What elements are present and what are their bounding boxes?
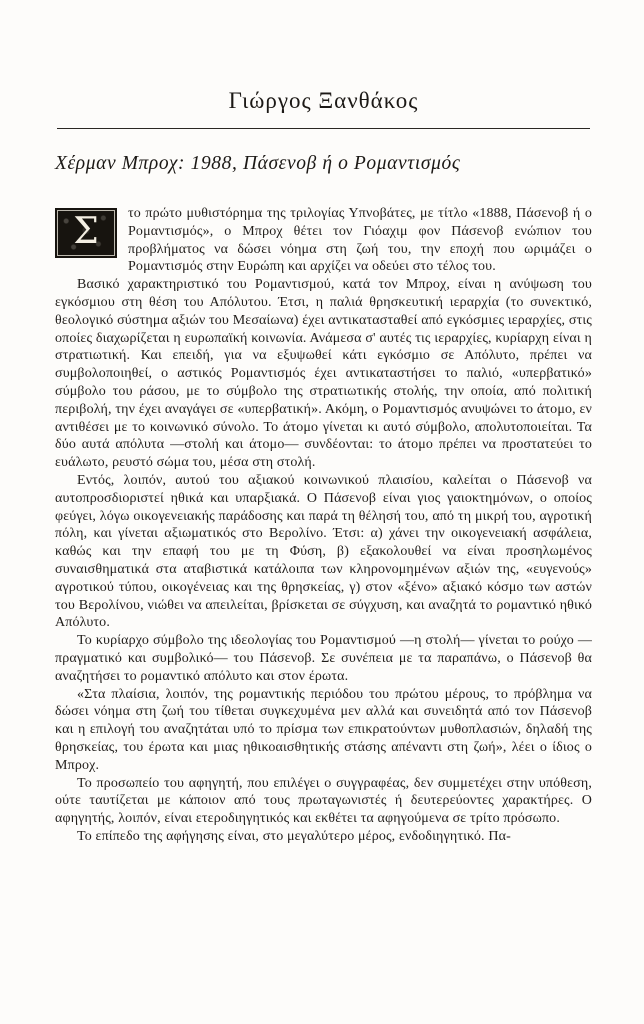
dropcap-initial: Σ xyxy=(55,208,117,258)
paragraph xyxy=(55,205,592,276)
paragraph-text: το πρώτο μυθιστόρημα της τριλογίας Υπνοβάτες, με τίτλο «1888, Πάσενοβ ή ο Ρομαντισμός», ο Μπροχ θέτει τον Γιόαχιμ φον Πάσενοβ ενώπιον του προβλήματος να δώσει νόημα στη ζωή του, την εποχή που ωριμάζει ο Ρομαντισμός στην Ευρώπη και αρχίζει να οδεύει στο τέλος του. xyxy=(128,206,592,275)
paragraph: Εντός, λοιπόν, αυτού του αξιακού κοινωνικού πλαισίου, καλείται ο Πάσενοβ να αυτοπροσδιοριστεί ηθικά και υπαρξιακά. Ο Πάσενοβ είναι γιος γαιοκτημόνων, ο οποίος φεύγει, λόγω οικογενειακής παράδοσης και παρά τη θέλησή του, από τη μικρή του, αγροτική πόλη, και γίνεται αξιωματικός στο Βερολίνο. Έτσι: α) χάνει την οικογενειακή ασφάλεια, καθώς και την επαφή του με τη Φύση, β) εξακολουθεί να είναι προσηλωμένος συναισθηματικά στα αταβιστικά κατάλοιπα των κληρονομημένων αξιών της, «ευγενούς» αγροτικού τύπου, οικογένειας και της θρησκείας, γ) στον «ξένο» αξιακό κόσμο των αστών του Βερολίνου, νιώθει να απειλείται, βρίσκεται σε σύγχυση, και αναζητά το ρομαντικό ηθικό Απόλυτο. xyxy=(55,472,592,631)
article-heading: Χέρμαν Μπροχ: 1988, Πάσενοβ ή ο Ρομαντισμός xyxy=(55,153,461,174)
paragraph: Το επίπεδο της αφήγησης είναι, στο μεγαλύτερο μέρος, ενδοδιηγητικό. Πα- xyxy=(77,828,511,844)
title-rule xyxy=(57,128,590,129)
paragraph: Βασικό χαρακτηριστικό του Ρομαντισμού, κατά τον Μπροχ, είναι η ανύψωση του εγκόσμιου στη θέση του Απόλυτου. Έτσι, η παλιά θρησκευτική ιεραρχία (το συνεκτικό, θεολογικό σύστημα αξιών του Μεσαίωνα) έχει αντικατασταθεί από εγκόσμιες ιεραρχίες, στις οποίες διαχωρίζεται η ευρωπαϊκή κοινωνία. Ανάμεσα σ' αυτές τις ιεραρχίες, κυρίαρχη είναι η στρατιωτική. Και επειδή, για να εξυψωθεί κάτι εγκόσμιο σε Απόλυτο, πρέπει να συμβολοποιηθεί, ο αστικός Ρομαντισμός έχει αντικαταστήσει το παλιό, «υπερβατικό» σύμβολο του ράσου, με το σύμβολο της στρατιωτικής στολής, την οποία, από πολιτική περιβολή, την έχει αναγάγει σε «υπερβατική». Ακόμη, ο Ρομαντισμός ανυψώνει το άτομο, εν αντιθέσει με το κοινωνικό σύνολο. Το άτομο γίνεται κι αυτό σύμβολο, απολυτοποιείται. Τα δύο αυτά απόλυτα —στολή και άτομο— συνδέονται: το άτομο πρέπει να προστατεύει το ευάλωτο, ρευστό σώμα του, μέσα στη στολή. xyxy=(55,277,592,471)
paragraph: Το προσωπείο του αφηγητή, που επιλέγει ο συγγραφέας, δεν συμμετέχει στην υπόθεση, ούτε ταυτίζεται με κάποιον από τους πρωταγωνιστές ή δευτερεύοντες χαρακτήρες. Ο αφηγητής, λοιπόν, είναι ετεροδιηγητικός και εκθέτει τα αφηγούμενα σε τρίτο πρόσωπο. xyxy=(55,775,592,827)
paragraph: «Στα πλαίσια, λοιπόν, της ρομαντικής περιόδου του πρώτου μέρους, το πρόβλημα να δώσει νόημα στη ζωή του τίθεται συγκεχυμένα μεν αλλά και συνειδητά από τον Πάσενοβ και η επιλογή του αναζητάται υπό το πρίσμα των επικρατούντων μυθοπλασιών, δηλαδή της θρησκείας, του έρωτα και μιας ηθικοαισθητικής στάσης απέναντι στη ζωή», λέει ο ίδιος ο Μπροχ. xyxy=(55,686,592,773)
article-body xyxy=(55,205,592,846)
author-title: Γιώργος Ξανθάκος xyxy=(228,88,419,113)
paragraph: Το κυρίαρχο σύμβολο της ιδεολογίας του Ρομαντισμού —η στολή— γίνεται το ρούχο —πραγματικό και συμβολικό— του Πάσενοβ. Σε συνέπεια με τα παραπάνω, ο Πάσενοβ θα αναζητήσει το ρομαντικό απόλυτο και στον έρωτα. xyxy=(55,633,592,684)
